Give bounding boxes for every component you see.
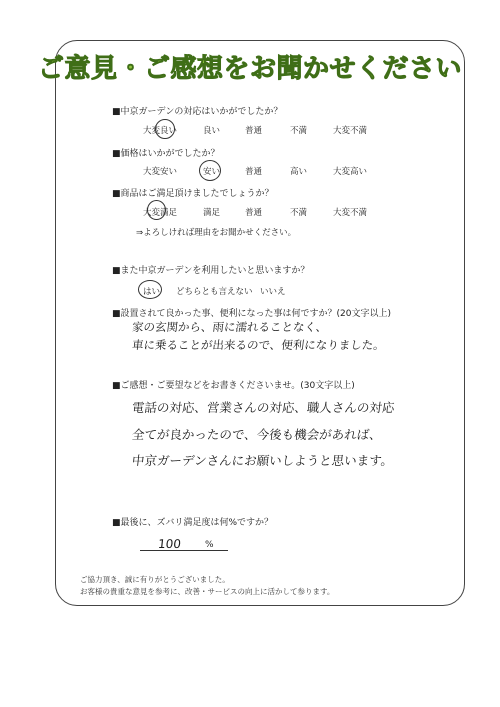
question-product: ■商品はご満足頂けましたでしょうか？ xyxy=(112,189,274,199)
option-normal[interactable]: 普通 xyxy=(245,126,263,136)
question-service: ■中京ガーデンの対応はいかがでしたか？ xyxy=(112,107,283,117)
reason-prompt: ⇒よろしければ理由をお聞かせください。 xyxy=(136,228,297,238)
option-neutral[interactable]: どちらとも言えない xyxy=(176,287,253,297)
option-yes[interactable]: はい xyxy=(143,287,161,297)
option-very-expensive[interactable]: 大変高い xyxy=(333,167,368,177)
option-very-good[interactable]: 大変良い xyxy=(143,126,178,136)
option-very-cheap[interactable]: 大変安い xyxy=(143,167,178,177)
option-no[interactable]: いいえ xyxy=(260,287,286,297)
option-normal[interactable]: 普通 xyxy=(245,167,263,177)
answer-benefits-line-1: 家の玄関から、雨に濡れることなく、 xyxy=(131,320,329,334)
selected-mark-circle xyxy=(155,119,175,139)
selected-mark-circle xyxy=(147,200,166,220)
satisfaction-unit: % xyxy=(205,540,214,550)
satisfaction-value: 100 xyxy=(157,537,182,551)
option-dissatisfied[interactable]: 不満 xyxy=(290,208,308,218)
question-price: ■価格はいかがでしたか？ xyxy=(112,149,220,159)
question-reuse: ■また中京ガーデンを利用したいと思いますか？ xyxy=(112,266,310,276)
question-comments: ■ご感想・ご要望などをお書きくださいませ。(30文字以上) xyxy=(112,381,355,391)
option-cheap[interactable]: 安い xyxy=(203,167,221,177)
answer-comments-line-2: 全てが良かったので、今後も機会があれば、 xyxy=(131,427,383,442)
selected-mark-circle xyxy=(199,160,221,181)
option-very-dissatisfied[interactable]: 大変不満 xyxy=(333,126,368,136)
question-benefits: ■設置されて良かった事、便利になった事は何ですか？(20文字以上) xyxy=(112,309,391,319)
option-very-dissatisfied[interactable]: 大変不満 xyxy=(333,208,368,218)
question-satisfaction: ■最後に、ズバリ満足度は何%ですか？ xyxy=(112,518,274,528)
footer-note: お客様の貴重な意見を参考に、改善・サービスの向上に活かして参ります。 xyxy=(80,587,335,596)
option-normal[interactable]: 普通 xyxy=(245,208,263,218)
option-satisfied[interactable]: 満足 xyxy=(203,208,221,218)
answer-comments-line-1: 電話の対応、営業さんの対応、職人さんの対応 xyxy=(131,400,396,415)
satisfaction-underline xyxy=(140,550,228,551)
option-dissatisfied[interactable]: 不満 xyxy=(290,126,308,136)
footer-thanks: ご協力頂き、誠に有りがとうございました。 xyxy=(80,575,230,584)
option-very-satisfied[interactable]: 大変満足 xyxy=(143,208,178,218)
selected-mark-circle xyxy=(138,280,162,299)
answer-benefits-line-2: 車に乗ることが出来るので、便利になりました。 xyxy=(131,338,386,352)
answer-comments-line-3: 中京ガーデンさんにお願いしようと思います。 xyxy=(131,453,395,468)
option-good[interactable]: 良い xyxy=(203,126,221,136)
option-expensive[interactable]: 高い xyxy=(290,167,308,177)
form-title: ご意見・ご感想をお聞かせください xyxy=(37,54,462,84)
